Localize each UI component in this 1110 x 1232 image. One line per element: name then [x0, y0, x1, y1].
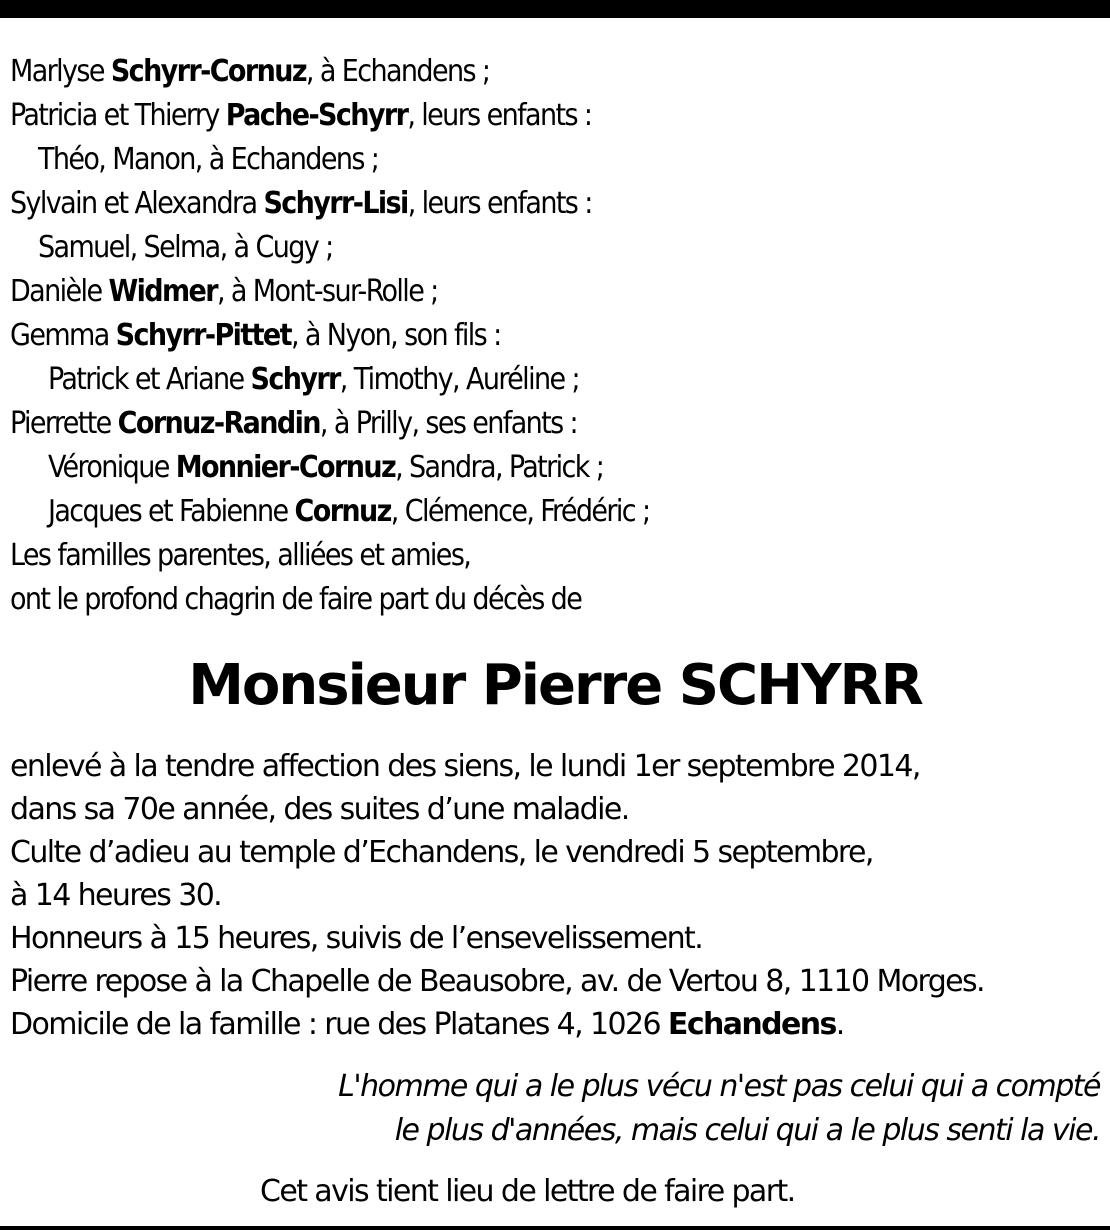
family-surname: Schyrr — [250, 362, 340, 397]
family-surname: Schyrr-Pittet — [115, 318, 291, 353]
domicile-line — [10, 1003, 984, 1046]
family-line-suffix: , leurs enfants : — [407, 98, 592, 133]
funeral-details — [10, 745, 984, 1046]
family-line-text: Véronique — [48, 450, 176, 485]
family-line — [10, 534, 650, 578]
quote-line: le plus d'années, mais celui qui a le plus senti la vie. — [394, 1113, 1100, 1148]
family-surname: Schyrr-Lisi — [263, 186, 408, 221]
family-line — [10, 314, 650, 358]
family-line-text: Danièle — [10, 274, 109, 309]
family-line-suffix: , Timothy, Auréline ; — [339, 362, 579, 397]
family-line-suffix: , Clémence, Frédéric ; — [390, 494, 650, 529]
family-line — [10, 94, 650, 138]
family-line-text: Samuel, Selma, à Cugy ; — [38, 230, 333, 265]
family-line-suffix: , Sandra, Patrick ; — [395, 450, 604, 485]
detail-line: Pierre repose à la Chapelle de Beausobre, av. de Vertou 8, 1110 Morges. — [10, 964, 984, 999]
top-border-rule — [0, 0, 1110, 18]
family-line — [10, 490, 650, 534]
family-line-text: ont le profond chagrin de faire part du décès de — [10, 582, 582, 617]
closing-note: Cet avis tient lieu de lettre de faire part. — [260, 1174, 795, 1209]
family-line-text: Les familles parentes, alliées et amies, — [10, 538, 471, 573]
family-surname: Cornuz-Randin — [117, 406, 320, 441]
family-line — [10, 182, 650, 226]
family-surname: Monnier-Cornuz — [175, 450, 396, 485]
detail-line: Culte d’adieu au temple d’Echandens, le vendredi 5 septembre, — [10, 835, 873, 870]
family-list — [10, 50, 650, 622]
family-line — [10, 402, 650, 446]
family-line — [10, 270, 650, 314]
family-line-suffix: , à Echandens ; — [305, 54, 490, 89]
family-line-text: Pierrette — [10, 406, 118, 441]
family-surname: Schyrr-Cornuz — [110, 54, 306, 89]
family-line-text: Patricia et Thierry — [10, 98, 226, 133]
quote-line: L'homme qui a le plus vécu n'est pas celui qui a compté — [338, 1069, 1100, 1104]
detail-line: enlevé à la tendre affection des siens, le lundi 1er septembre 2014, — [10, 749, 920, 784]
domicile-suffix: . — [835, 1007, 844, 1042]
family-line-suffix: , leurs enfants : — [407, 186, 592, 221]
family-line-text: Gemma — [10, 318, 116, 353]
family-line — [10, 50, 650, 94]
family-line-text: Jacques et Fabienne — [48, 494, 295, 529]
family-line — [10, 578, 650, 622]
detail-line: dans sa 70e année, des suites d’une maladie. — [10, 792, 629, 827]
family-line-suffix: , à Nyon, son fils : — [290, 318, 501, 353]
family-line-text: Théo, Manon, à Echandens ; — [38, 142, 379, 177]
family-surname: Pache-Schyrr — [225, 98, 408, 133]
family-line — [10, 358, 650, 402]
family-surname: Cornuz — [294, 494, 391, 529]
memorial-quote — [338, 1065, 1100, 1153]
deceased-name-heading: Monsieur Pierre SCHYRR — [188, 653, 922, 718]
family-line — [10, 138, 650, 182]
domicile-town: Echandens — [667, 1007, 836, 1042]
detail-line: à 14 heures 30. — [10, 878, 222, 913]
family-line — [10, 226, 650, 270]
detail-line: Honneurs à 15 heures, suivis de l’ensevelissement. — [10, 921, 703, 956]
family-line-text: Patrick et Ariane — [48, 362, 251, 397]
family-line-text: Sylvain et Alexandra — [10, 186, 264, 221]
family-line — [10, 446, 650, 490]
family-surname: Widmer — [108, 274, 217, 309]
domicile-text: Domicile de la famille : rue des Platanes 4, 1026 — [10, 1007, 668, 1042]
family-line-suffix: , à Mont-sur-Rolle ; — [216, 274, 438, 309]
family-line-suffix: , à Prilly, ses enfants : — [319, 406, 578, 441]
family-line-text: Marlyse — [10, 54, 111, 89]
bottom-border-rule — [0, 1226, 1110, 1230]
